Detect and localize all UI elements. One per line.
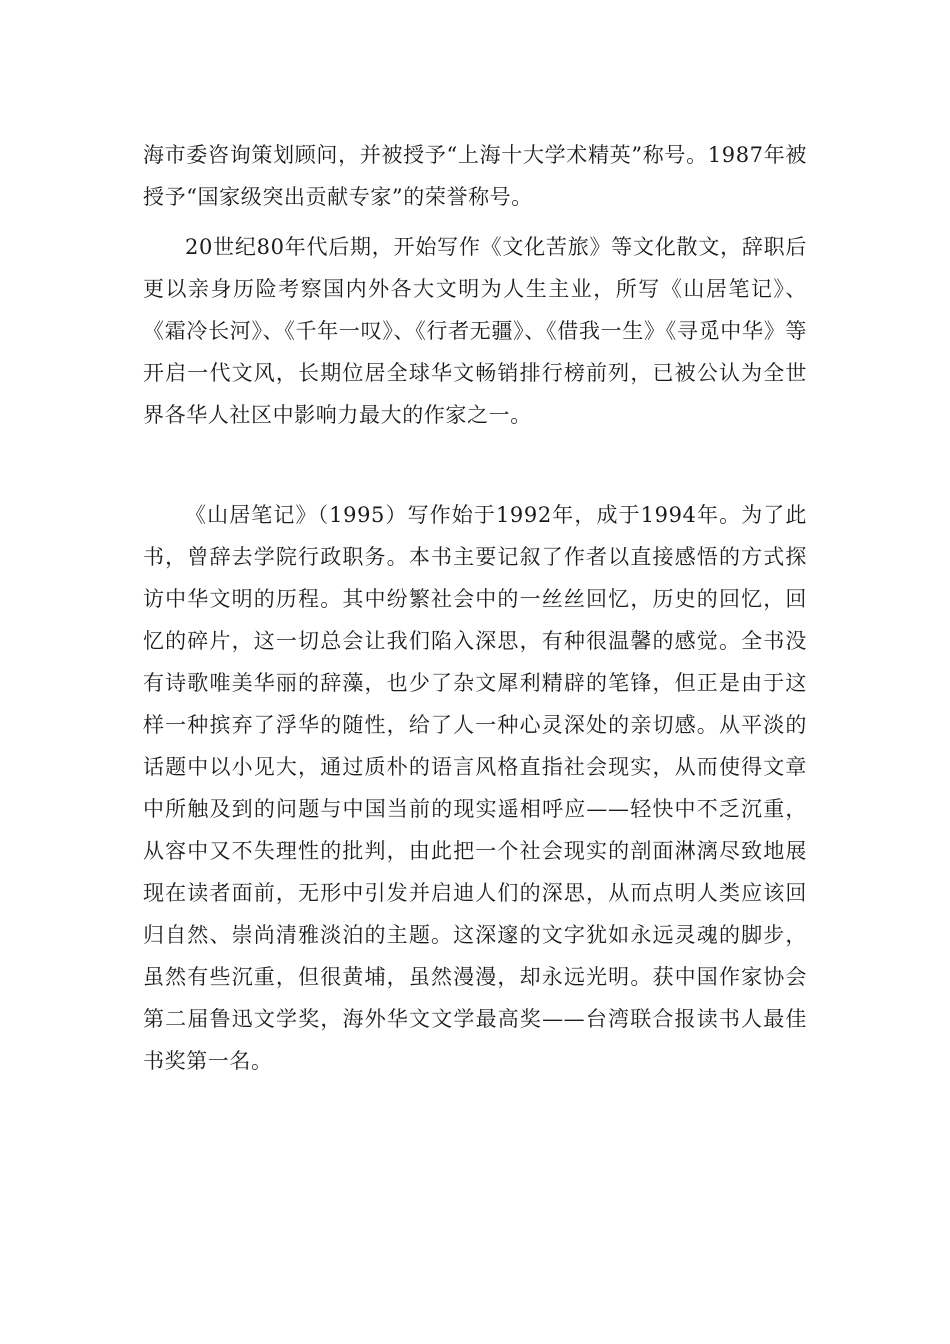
paragraph-book-review: 《山居笔记》（1995）写作始于1992年，成于1994年。为了此书，曾辞去学院行政职务。本书主要记叙了作者以直接感悟的方式探访中华文明的历程。其中纷繁社会中的一丝丝回忆，历史的回忆，回忆的碎片，这一切总会让我们陷入深思，有种很温馨的感觉。全书没有诗歌唯美华丽的辞藻，也少了杂文犀利精辟的笔锋，但正是由于这样一种摈弃了浮华的随性，给了人一种心灵深处的亲切感。从平淡的话题中以小见大，通过质朴的语言风格直指社会现实，从而使得文章中所触及到的问题与中国当前的现实遥相呼应——轻快中不乏沉重，从容中又不失理性的批判，由此把一个社会现实的剖面淋漓尽致地展现在读者面前，无形中引发并启迪人们的深思，从而点明人类应该回归自然、崇尚清雅淡泊的主题。这深邃的文字犹如永远灵魂的脚步，虽然有些沉重，但很黄埔，虽然漫漫，却永远光明。获中国作家协会第二届鲁迅文学奖，海外华文文学最高奖——台湾联合报读书人最佳书奖第一名。 [143, 503, 807, 1073]
paragraph-honors: 海市委咨询策划顾问，并被授予“上海十大学术精英”称号。1987年被授予“国家级突出贡献专家”的荣誉称号。 [143, 143, 807, 209]
paragraph-career: 20世纪80年代后期，开始写作《文化苦旅》等文化散文，辞职后更以亲身历险考察国内外各大文明为人生主业，所写《山居笔记》、《霜冷长河》、《千年一叹》、《行者无疆》、《借我一生》《寻觅中华》等开启一代文风，长期位居全球华文畅销排行榜前列，已被公认为全世界各华人社区中影响力最大的作家之一。 [143, 235, 807, 427]
document-body [143, 134, 807, 1082]
